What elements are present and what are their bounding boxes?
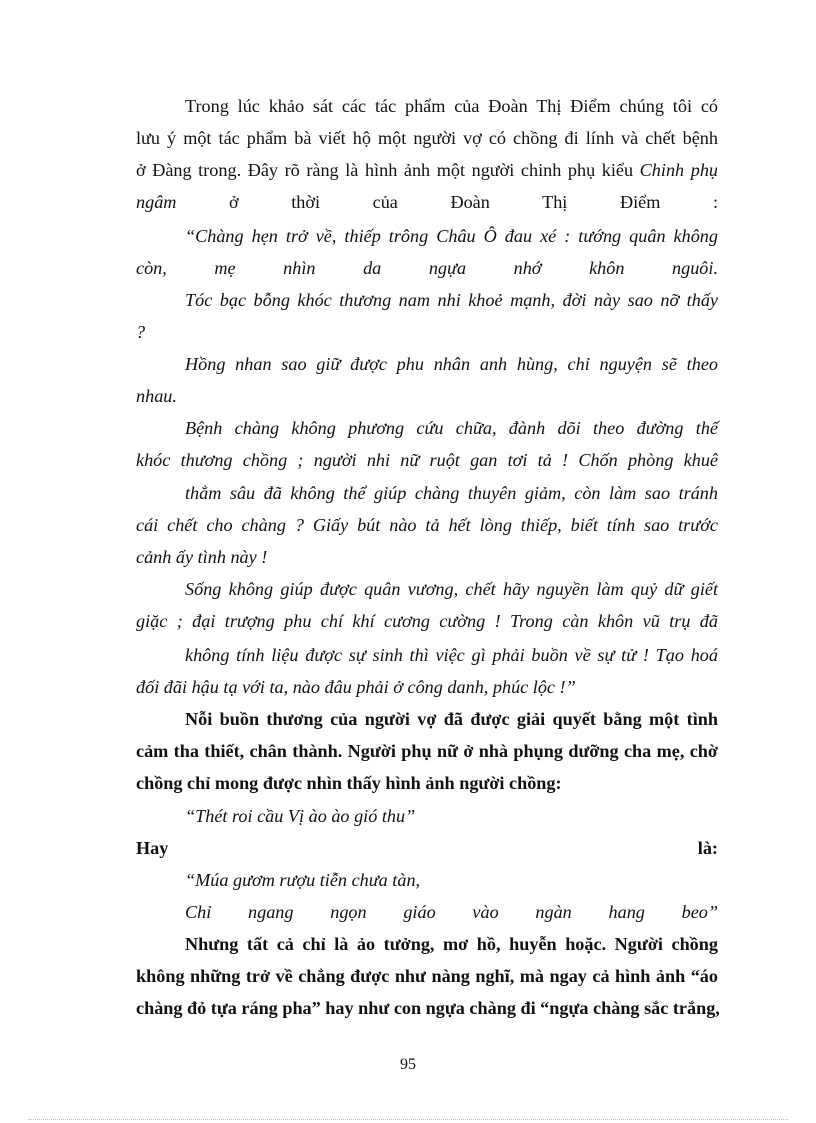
poem-line-13: giặc ; đại trượng phu chí khí cương cường ! Trong càn khôn vũ trụ đã: [136, 611, 718, 631]
poem-line-9: thẳm sâu đã không thể giúp chàng thuyên giảm, còn làm sao tránh: [185, 483, 718, 503]
paragraph-3-line-1: Nhưng tất cả chỉ là ảo tưởng, mơ hồ, huyễn hoặc. Người chồng: [185, 934, 718, 954]
poem-line-1: “Chàng hẹn trở về, thiếp trông Châu Ô đau xé : tướng quân không: [185, 226, 718, 246]
paragraph-1-line-1: Trong lúc khảo sát các tác phẩm của Đoàn Thị Điểm chúng tôi có: [185, 96, 718, 116]
paragraph-1-line-3-text: ở Đàng trong. Đây rõ ràng là hình ảnh một người chinh phụ kiểu: [136, 160, 640, 180]
paragraph-1-line-2: lưu ý một tác phẩm bà viết hộ một người vợ có chồng đi lính và chết bệnh: [136, 128, 718, 148]
poem-line-8: khóc thương chồng ; người nhi nữ ruột gan tơi tả ! Chốn phòng khuê: [136, 450, 718, 470]
poem-line-3: Tóc bạc bỗng khóc thương nam nhi khoẻ mạnh, đời này sao nỡ thấy: [185, 290, 718, 310]
paragraph-2-line-3: chồng chỉ mong được nhìn thấy hình ảnh người chồng:: [136, 773, 562, 793]
paragraph-1-line-4-text: ở thời của Đoàn Thị Điểm :: [229, 192, 718, 212]
page-number: 95: [400, 1056, 416, 1073]
work-title-part-2: ngâm: [136, 192, 177, 212]
footer-divider: [28, 1119, 788, 1120]
paragraph-3-line-3: chàng đỏ tựa ráng pha” hay như con ngựa chàng đi “ngựa chàng sắc trắng,: [136, 998, 720, 1018]
paragraph-1-line-4: [136, 190, 718, 214]
poem-line-15: đối đãi hậu tạ với ta, nào đâu phải ở công danh, phúc lộc !”: [136, 677, 576, 697]
paragraph-1-line-3: [136, 158, 718, 182]
poem-line-7: Bệnh chàng không phương cứu chữa, đành dõi theo đường thế: [185, 418, 718, 438]
hay-word: Hay: [136, 838, 169, 858]
poem-line-4: ?: [136, 322, 146, 342]
quote-2-line-1: “Múa gươm rượu tiễn chưa tàn,: [185, 870, 421, 890]
la-word: là:: [697, 838, 718, 858]
quote-1: “Thét roi cầu Vị ào ào gió thu”: [185, 806, 416, 826]
work-title-part-1: Chinh phụ: [639, 160, 719, 180]
poem-line-14: không tính liệu được sự sinh thì việc gì phải buồn về sự tử ! Tạo hoá: [185, 645, 718, 665]
poem-line-10: cái chết cho chàng ? Giấy bút nào tả hết lòng thiếp, biết tính sao trước: [136, 515, 718, 535]
poem-line-5: Hồng nhan sao giữ được phu nhân anh hùng, chỉ nguyện sẽ theo: [185, 354, 718, 374]
quote-2-line-2: Chỉ ngang ngọn giáo vào ngàn hang beo”: [185, 902, 718, 922]
poem-line-2: còn, mẹ nhìn da ngựa nhớ khôn nguôi.: [136, 258, 718, 278]
hay-line: [136, 836, 718, 860]
paragraph-2-line-2: cảm tha thiết, chân thành. Người phụ nữ ở nhà phụng dưỡng cha mẹ, chờ: [136, 741, 718, 761]
paragraph-3-line-2: không những trở về chẳng được như nàng nghĩ, mà ngay cả hình ảnh “áo: [136, 966, 718, 986]
poem-line-6: nhau.: [136, 386, 177, 406]
poem-line-12: Sống không giúp được quân vương, chết hãy nguyền làm quỷ dữ giết: [185, 579, 718, 599]
paragraph-2-line-1: Nỗi buồn thương của người vợ đã được giải quyết bằng một tình: [185, 709, 718, 729]
poem-line-11: cảnh ấy tình này !: [136, 547, 268, 567]
